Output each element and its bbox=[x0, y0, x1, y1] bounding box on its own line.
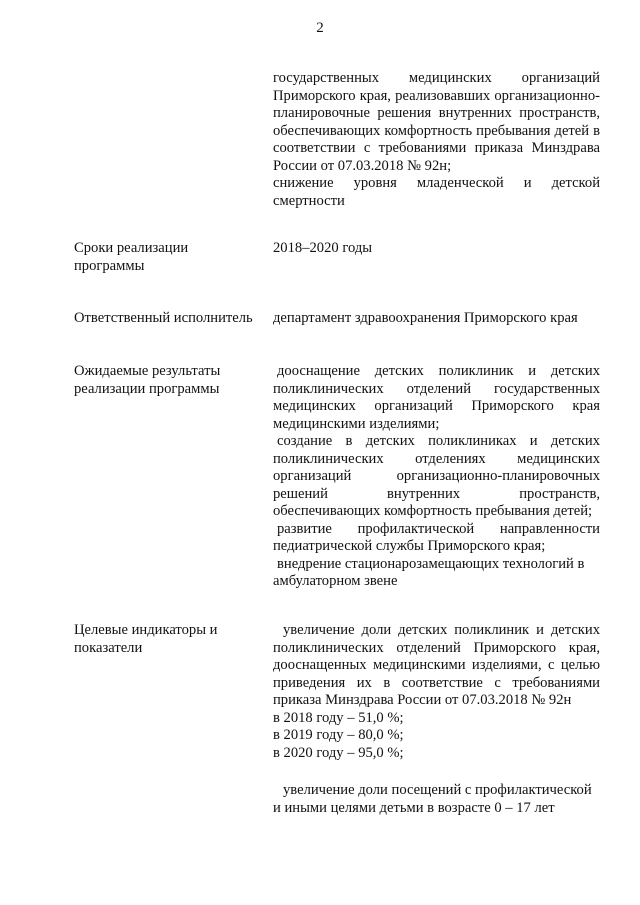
results-item: создание в детских поликлиниках и детских поликлинических отделениях медицинских организаций организационно-планировочных решений внутренних пространств, обеспечивающих комфортность пребывания детей; bbox=[273, 433, 600, 519]
indicator-text: увеличение доли детских поликлиник и детских поликлинических отделений Приморского края, дооснащенных медицинскими изделиями, с целью приведения их в соответствие с требованиями приказа Минздрава России от 07.03.2018 № 92н bbox=[273, 622, 600, 708]
timeline-value bbox=[273, 240, 600, 258]
page-number: 2 bbox=[316, 20, 324, 36]
continuation-paragraph: снижение уровня младенческой и детской смертности bbox=[273, 175, 600, 209]
executor-text: департамент здравоохранения Приморского края bbox=[273, 310, 578, 326]
continuation-text bbox=[273, 70, 600, 210]
timeline-text: 2018–2020 годы bbox=[273, 240, 373, 256]
indicators-label: Целевые индикаторы и показатели bbox=[74, 622, 218, 656]
results-item: развитие профилактической направленности педиатрической службы Приморского края; bbox=[273, 520, 600, 554]
results-item: дооснащение детских поликлиник и детских поликлинических отделений государственных медицинских организаций Приморского края медицинскими изделиями; bbox=[273, 363, 600, 432]
continuation-paragraph: государственных медицинских организаций Приморского края, реализовавших организационно-планировочные решения внутренних пространств, обеспечивающих комфортность пребывания детей в соответствии с требованиями приказа Минздрава России от 07.03.2018 № 92н; bbox=[273, 70, 600, 174]
indicator-text: увеличение доли посещений с профилактической и иными целями детьми в возрасте 0 – 17 лет bbox=[273, 782, 592, 816]
results-item: внедрение стационарозамещающих технологий в амбулаторном звене bbox=[273, 555, 585, 589]
executor-label: Ответственный исполнитель bbox=[74, 310, 253, 326]
results-label: Ожидаемые результаты реализации программы bbox=[74, 363, 221, 397]
timeline-label: Сроки реализации программы bbox=[74, 240, 189, 274]
executor-value bbox=[273, 310, 600, 328]
indicators-value bbox=[273, 622, 600, 817]
indicator-year-value: в 2020 году – 95,0 %; bbox=[273, 744, 404, 761]
results-value bbox=[273, 363, 600, 591]
indicator-year-value: в 2018 году – 51,0 %; bbox=[273, 709, 404, 726]
indicator-year-value: в 2019 году – 80,0 %; bbox=[273, 727, 404, 743]
